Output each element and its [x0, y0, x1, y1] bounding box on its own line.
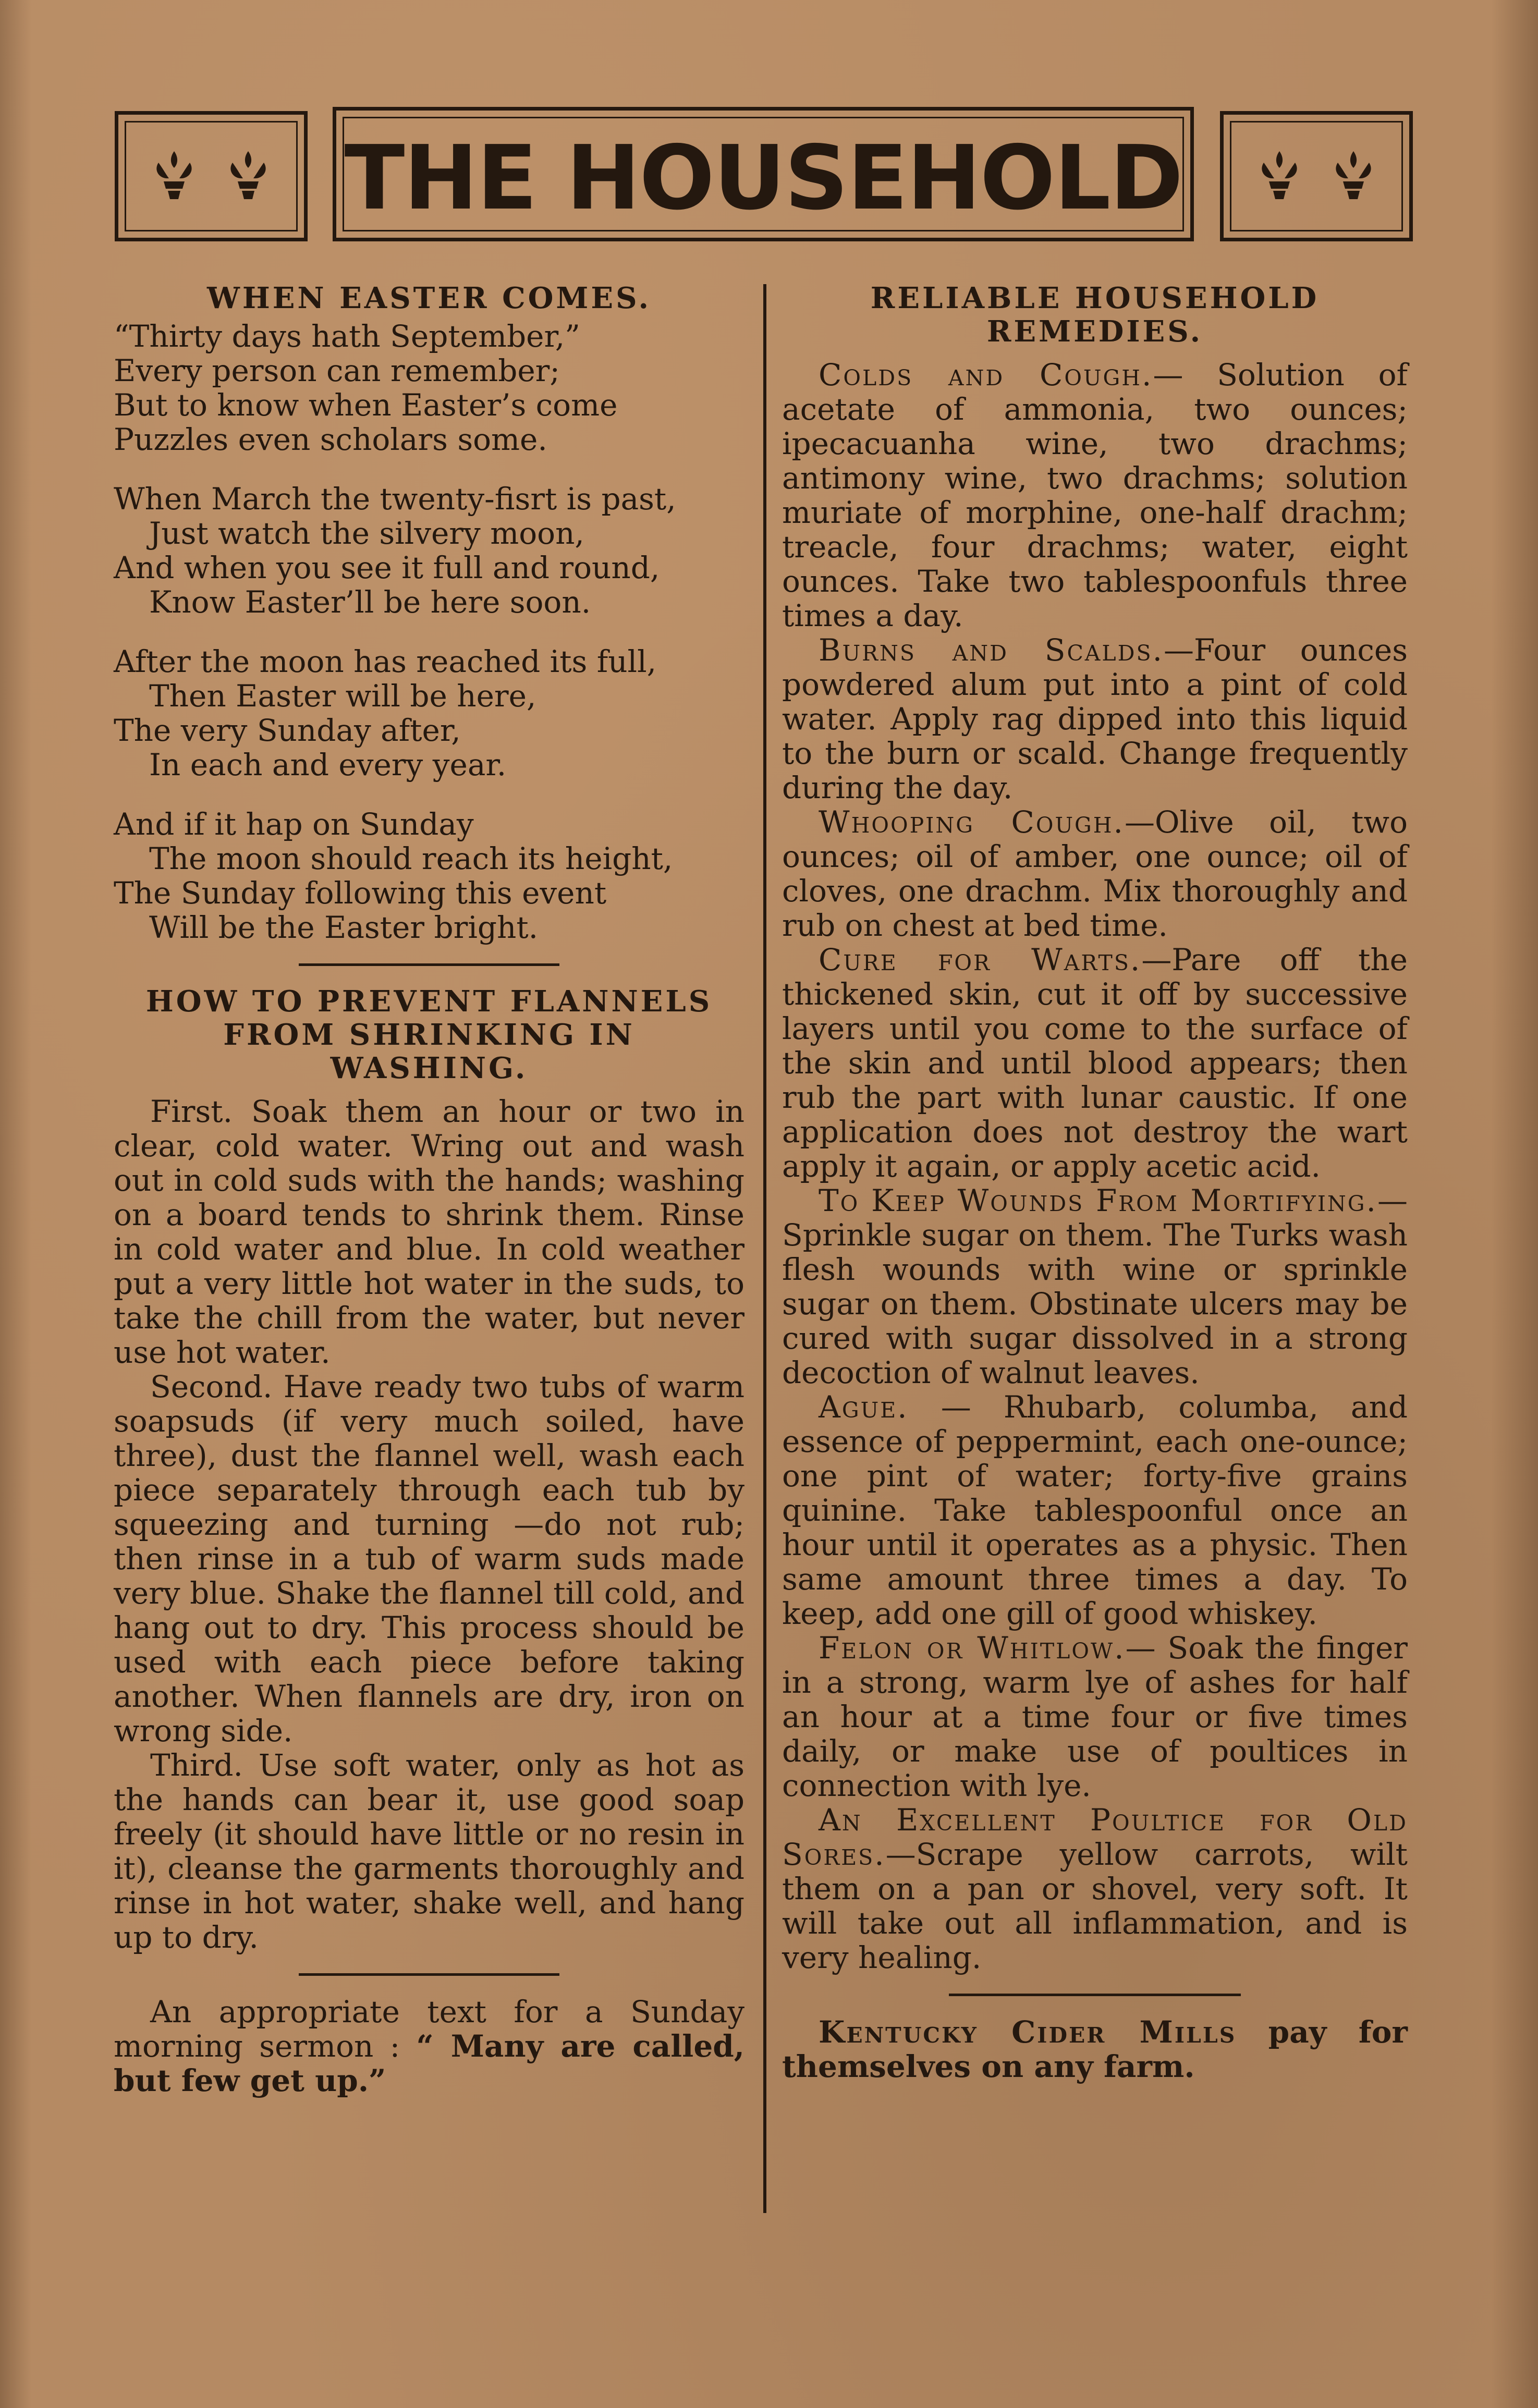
sermon-note — [114, 1995, 744, 2098]
remedy-title: An Excellent Poultice for Old Sores. — [782, 1802, 1408, 1872]
remedy-title: Burns and Scalds. — [819, 632, 1164, 668]
poem-line: The moon should reach its height, — [149, 841, 673, 876]
section-divider — [299, 1973, 559, 1976]
left-column — [114, 282, 744, 2098]
remedy-item — [782, 943, 1408, 1183]
flannels-heading: FROM SHRINKING IN — [223, 1018, 635, 1052]
poem-line: Every person can remember; — [114, 353, 560, 388]
fleur-ornament-icon — [1327, 147, 1380, 204]
column-divider — [763, 284, 766, 2213]
remedy-item — [782, 805, 1408, 943]
remedy-body: —Scrape yellow carrots, wilt them on a pan or shovel, very soft. It will take out all inflammation, and is very healing. — [782, 1837, 1408, 1975]
cider-brand: Kentucky Cider Mills — [819, 2014, 1237, 2050]
flannels-paragraph: Third. Use soft water, only as hot as the hands can bear it, use good soap freely (it should have little or no resin in it), cleanse the garments thoroughly and rinse in hot water, shake well, and hang up to dry. — [114, 1747, 744, 1955]
remedy-body: —Pare off the thickened skin, cut it off by successive layers until you come to the surface of the skin and until blood appears; then rub the part with lunar caustic. If one application does not destroy the wart apply it again, or apply acetic acid. — [782, 942, 1408, 1184]
poem-line: And if it hap on Sunday — [114, 806, 474, 842]
cider-ad — [782, 2015, 1408, 2084]
poem-line: When March the twenty-fisrt is past, — [114, 481, 676, 517]
flannels-heading: HOW TO PREVENT FLANNELS — [145, 984, 713, 1019]
remedy-title: To Keep Wounds From Mortifying. — [819, 1183, 1377, 1218]
right-column — [782, 282, 1408, 2084]
remedy-title: Felon or Whitlow. — [819, 1630, 1126, 1666]
section-divider — [299, 963, 559, 966]
poem-stanza — [114, 807, 744, 945]
remedy-title: Cure for Warts. — [819, 942, 1142, 977]
flannels-paragraph: Second. Have ready two tubs of warm soapsuds (if very much soiled, have three), dust the flannel well, wash each piece separately through each tub by squeezing and turning —do not rub; then rinse in a tub of warm suds made very blue. Shake the flannel till cold, and hang out to dry. This process should be used with each piece before taking another. When flannels are dry, iron on wrong side. — [114, 1369, 744, 1749]
poem-line: After the moon has reached its full, — [114, 644, 657, 679]
remedy-title: Whooping Cough. — [819, 804, 1125, 840]
remedy-title: Colds and Cough. — [819, 357, 1153, 393]
fleur-ornament-icon — [1253, 147, 1305, 204]
remedy-title: Ague. — [819, 1389, 909, 1425]
remedies-heading: RELIABLE HOUSEHOLD — [870, 281, 1320, 315]
masthead-title: THE HOUSEHOLD — [344, 127, 1182, 230]
flannels-heading: WASHING. — [330, 1051, 528, 1085]
masthead-title-box — [333, 107, 1194, 241]
remedy-body: — Solution of acetate of ammonia, two ounces; ipecacuanha wine, two drachms; antimony wine, two drachms; solution muriate of morphine, one-half drachm; treacle, four drachms; water, eight ounces. Take two tablespoonfuls three times a day. — [782, 357, 1408, 633]
section-divider — [949, 1994, 1241, 1996]
poem-line: Puzzles even scholars some. — [114, 422, 547, 457]
poem-line: Just watch the silvery moon, — [149, 516, 584, 551]
flannels-paragraph: First. Soak them an hour or two in clear, cold water. Wring out and wash out in cold suds with the hands; washing on a board tends to shrink them. Rinse in cold water and blue. In cold weather put a very little hot water in the suds, to take the chill from the water, but never use hot water. — [114, 1094, 744, 1370]
remedy-body: — Soak the finger in a strong, warm lye of ashes for half an hour at a time four or five times daily, or make use of poultices in connection with lye. — [782, 1630, 1408, 1803]
poem-line: The very Sunday after, — [114, 713, 461, 748]
poem-line: “Thirty days hath September,” — [114, 319, 580, 354]
remedy-body: —Sprinkle sugar on them. The Turks wash flesh wounds with wine or sprinkle sugar on them. Obstinate ulcers may be cured with sugar dissolved in a strong decoction of walnut leaves. — [782, 1183, 1408, 1390]
poem-stanza — [114, 482, 744, 619]
poem-stanza — [114, 319, 744, 457]
easter-heading: WHEN EASTER COMES. — [206, 281, 652, 315]
remedy-item — [782, 633, 1408, 805]
cider-text: pay for themselves on any farm. — [782, 2014, 1408, 2084]
sermon-text: An appropriate text for a Sunday morning sermon : — [114, 1994, 744, 2064]
sermon-quote: “ Many are called, but few get up.” — [114, 2028, 744, 2098]
remedy-item — [782, 1390, 1408, 1631]
masthead-right-ornament-box — [1220, 111, 1413, 241]
poem-stanza — [114, 644, 744, 782]
fleur-ornament-icon — [222, 147, 274, 204]
remedy-body: —Olive oil, two ounces; oil of amber, one ounce; oil of cloves, one drachm. Mix thoroughly and rub on chest at bed time. — [782, 804, 1408, 943]
poem-line: But to know when Easter’s come — [114, 387, 618, 423]
remedy-item — [782, 1631, 1408, 1803]
masthead-left-ornament-box — [115, 111, 308, 241]
poem-line: Know Easter’ll be here soon. — [149, 584, 591, 620]
poem-line: Will be the Easter bright. — [149, 910, 539, 945]
fleur-ornament-icon — [148, 147, 200, 204]
remedy-body: — Rhubarb, columba, and essence of peppermint, each one-ounce; one pint of water; forty-five grains quinine. Take tablespoonful once an hour until it operates as a physic. Then same amount three times a day. To keep, add one gill of good whiskey. — [782, 1389, 1408, 1631]
remedy-item — [782, 358, 1408, 633]
remedy-item — [782, 1183, 1408, 1390]
poem-line: In each and every year. — [149, 747, 507, 783]
remedy-item — [782, 1803, 1408, 1975]
poem-line: And when you see it full and round, — [114, 550, 660, 585]
poem-line: Then Easter will be here, — [149, 678, 536, 714]
remedies-heading: REMEDIES. — [986, 314, 1203, 349]
remedy-body: —Four ounces powdered alum put into a pint of cold water. Apply rag dipped into this liquid to the burn or scald. Change frequently during the day. — [782, 632, 1408, 805]
poem-line: The Sunday following this event — [114, 875, 607, 911]
